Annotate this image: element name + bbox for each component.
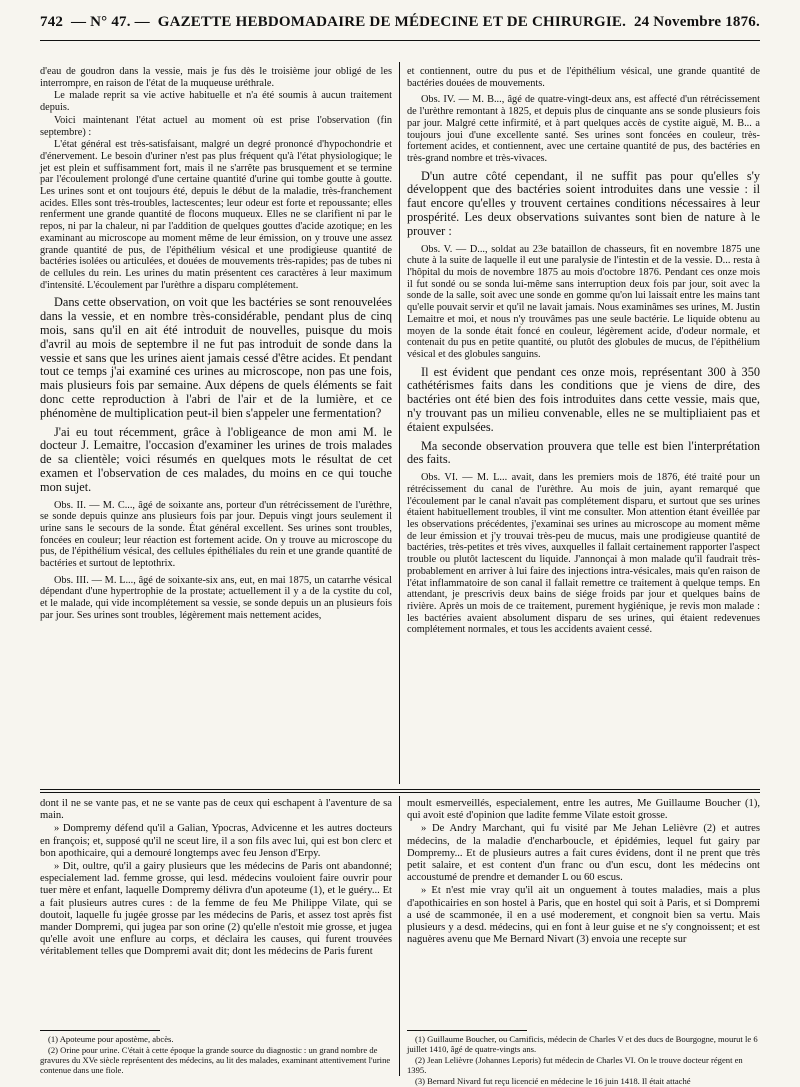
paragraph: et contiennent, outre du pus et de l'épithélium vésical, une grande quantité de bactéries douées de mouvements.	[407, 66, 760, 89]
paragraph: » Et n'est mie vray qu'il ait un onguement à toutes maladies, mais a plus d'apothicairies en son hostel à Paris, que en hostel qui soit à Paris, et si Dompremi a usé de scammonée, il en a usé moderement, et congnoit bien sa vertu. Mais plusieurs y a desd. médecins, qui en font à leur guise et ne s'y congnoissent; et est naguères avenu que Me Bernard Nivart (3) envoia une recepte sur	[407, 885, 760, 946]
bottom-left-column	[40, 798, 392, 960]
paragraph: moult esmerveillés, especialement, entre les autres, Me Guillaume Boucher (1), qui avoit esté d'opinion que ladite femme Vilate estoit grosse.	[407, 798, 760, 822]
column-divider	[399, 62, 400, 784]
observation-3: Obs. III. — M. L..., âgé de soixante-six ans, eut, en mai 1875, un catarrhe vésical dépendant d'une hypertrophie de la prostate; actuellement il y a de la cystite du col, et le malade, qui vide incomplétement sa vessie, se sonde depuis un an plusieurs fois par jour. Ses urines sont troubles, légèrement mais nettement acides,	[40, 574, 392, 621]
paragraph: Il est évident que pendant ces onze mois, représentant 300 à 350 cathétérismes faits dans les conditions que je viens de dire, des bactéries ont été bien des fois introduites dans cette vessie, mais que, n'y trouvant pas un milieu convenable, elles ne se multipliaient pas et étaient expulsées.	[407, 364, 760, 434]
footnote: (1) Guillaume Boucher, ou Carnificis, médecin de Charles V et des ducs de Bourgogne, mourut le 6 juillet 1410, âgé de quatre-vingts ans.	[407, 1034, 758, 1054]
left-column	[40, 66, 392, 623]
paragraph: D'un autre côté cependant, il ne suffit pas pour qu'elles s'y développent que des bactéries soient introduites dans une vessie : il faut encore qu'elles y trouvent certaines conditions nécessaires à leur prospérité. Les deux observations suivantes sont bien de nature à le prouver :	[407, 168, 760, 238]
section-rule	[40, 789, 760, 790]
observation-4: Obs. IV. — M. B..., âgé de quatre-vingt-deux ans, est affecté d'un rétrécissement de l'urèthre remontant à 1825, et depuis plus de cinquante ans se sonde plusieurs fois par jour. Malgré cette infirmité, et à part quelques accès de cystite aiguë, M. B... a toujours joui d'une excellente santé. Ses urines sont foncées en couleur, très-fortement acides, et contiennent, avec une certaine quantité de pus, des bactéries en très-grand nombre et très-vivaces.	[407, 94, 760, 164]
issue-date: 24 Novembre 1876.	[633, 14, 760, 30]
observation-2: Obs. II. — M. C..., âgé de soixante ans, porteur d'un rétrécissement de l'urèthre, se sonde depuis quinze ans plusieurs fois par jour. Depuis vingt jours seulement il urine sans le secours de la sonde. État général excellent. Ses urines sont troubles, foncées en couleur; leur réaction est fortement acide. On y trouve au microscope du pus, de l'épithélium vésical, des cellules épithéliales du rein et une grande quantité de bactéries et surtout de leptothrix.	[40, 499, 392, 570]
right-column	[407, 66, 760, 637]
footnotes-left	[40, 1034, 392, 1076]
header-rule	[40, 40, 760, 41]
footnote-rule	[40, 1030, 160, 1031]
paragraph: L'état général est très-satisfaisant, malgré un degré prononcé d'hypochondrie et d'énervement. Le besoin d'uriner n'est pas plus fréquent qu'à l'état physiologique; le jet est plein et suffisamment fort, mais il ne s'arrête pas brusquement et se termine par l'écoulement prolongé d'une certaine quantité d'urine qui tombe goutte à goutte. Les urines sont et ont toujours été, depuis le début de la maladie, très-franchement acides. Elles sont très-troubles, lactescentes; leur odeur est forte et repoussante; elles renferment une grande quantité de flocons muqueux. Elles ne se clarifient ni par le repos, ni par la chaleur, ni par l'addition de quelques gouttes d'acide azotique; en les examinant au microscope au moment même de leur émission, on y trouve une assez grande quantité de pus, de l'épithélium vésical et une prodigieuse quantité de bactéries isolées ou articulées, et douées de mouvements très-rapides; pas de tubes ni de cellules du rein. Les urines du matin présentent ces caractères à leur maximum d'intensité. L'écoulement par l'urèthre a disparu complétement.	[40, 139, 392, 291]
footnote-rule	[407, 1030, 527, 1031]
paragraph: Voici maintenant l'état actuel au moment où est prise l'observation (fin septembre) :	[40, 114, 392, 138]
paragraph: d'eau de goudron dans la vessie, mais je fus dès le troisième jour obligé de les interrompre, en raison de l'état de la muqueuse uréthrale.	[40, 66, 392, 89]
footnote: (2) Jean Lelièvre (Johannes Leporis) fut médecin de Charles VI. On le trouve docteur régent en 1395.	[407, 1055, 743, 1075]
paragraph: » De Andry Marchant, qui fu visité par Me Jehan Lelièvre (2) et autres médecins, de la maladie d'encharboucle, et épidémies, lequel fut gairy par Dompremy... Et de plusieurs autres a fait cures évidens, dont il ne prent que très petit salaire, et est content d'un franc ou d'un escu, dont les médecins ont accoustumé de prendre et demander L ou 60 escus.	[407, 823, 760, 884]
paragraph: J'ai eu tout récemment, grâce à l'obligeance de mon ami M. le docteur J. Lemaitre, l'occasion d'examiner les urines de trois malades de sa clientèle; voici résumés en quelques mots le résultat de cet examen et l'observation de ces malades, du moins en ce qui touche mon sujet.	[40, 424, 392, 494]
bottom-right-column	[407, 798, 760, 947]
footnote: (2) Orine pour urine. C'était à cette époque la grande source du diagnostic : un grand nombre de gravures du XVe siècle représentent des médecins, au lit des malades, examinant attentivement l'urine contenue dans une fiole.	[40, 1045, 391, 1075]
page-header	[40, 14, 760, 40]
footnotes-right	[407, 1034, 760, 1087]
observation-5: Obs. V. — D..., soldat au 23e bataillon de chasseurs, fit en novembre 1875 une chute à la suite de laquelle il eut une paralysie de l'intestin et de la vessie. D... resta à l'hôpital du mois de novembre 1875 au mois d'octobre 1876. Pendant ces onze mois il fut sondé ou se sonda lui-même sans interruption deux fois par jour, soit avec la sonde de la salle, soit avec une sonde en gomme qu'on lui laissait entre les mains tant qu'elle pouvait servir et qu'il ne lavait jamais. Nous examinâmes ses urines, M. Justin Lemaitre et moi, et nous n'y trouvâmes pas une seule bactérie. Le liquide obtenu au moyen de la sonde était foncé en couleur, légèrement acide, d'odeur normale, et contenait du pus en petite quantité, ou plutôt des globules de mucus, de l'épithélium vésical et des globules sanguins.	[407, 243, 760, 360]
page-number: 742	[40, 14, 64, 30]
paragraph: Ma seconde observation prouvera que telle est bien l'interprétation des faits.	[407, 438, 760, 467]
paragraph: » Dompremy défend qu'il a Galian, Ypocras, Advicenne et les autres docteurs en françois; et, supposé qu'il ne sceut lire, il a son fils avec lui, qui est bon clerc et bon apothicaire, qui a demouré longtemps avec feu Jenson d'Erpy.	[40, 823, 392, 859]
footnote: (1) Apoteume pour apostème, abcès.	[48, 1034, 174, 1044]
footnote: (3) Bernard Nivard fut reçu licencié en médecine le 16 juin 1418. Il était attaché	[415, 1076, 691, 1086]
paragraph: Dans cette observation, on voit que les bactéries se sont renouvelées dans la vessie, et en nombre très-considérable, pendant plus de cinq mois, sans qu'il en ait été introduit de nouvelles, puisque du mois d'avril au mois de septembre il ne fut pas introduit de sonde dans la vessie et sans que les urines aient jamais cessé d'être acides. Et pendant tout ce temps j'ai examiné ces urines au microscope, non pas une fois, mais plusieurs fois par semaine. Aux dépens de quels éléments se fait donc cette reproduction à l'abri de l'air et de la lumière, et ce phénomène de multiplication peut-il bien s'appeler une fermentation?	[40, 295, 392, 420]
paragraph: Le malade reprit sa vie active habituelle et n'a été soumis à aucun traitement depuis.	[40, 90, 392, 114]
journal-title: GAZETTE HEBDOMADAIRE DE MÉDECINE ET DE CHIRURGIE.	[157, 14, 627, 30]
issue-number: — N° 47. —	[70, 14, 150, 30]
observation-6: Obs. VI. — M. L... avait, dans les premiers mois de 1876, été traité pour un rétrécissement du canal de l'urèthre. Au mois de juin, ayant remarqué que l'écoulement par le canal n'avait pas complétement disparu, et surtout que ses urines étaient habituellement troubles, il vint me consulter. Mon attention étant éveillée par les observations précédentes, j'examinai ses urines au microscope au moment même de leur émission et j'y trouvai très-peu de mucus, mais une prodigieuse quantité de bactéries, très-petites et très vives, auxquelles il fallait certainement rapporter l'aspect trouble ou plutôt lactescent du liquide. J'annonçai à mon malade qu'il faudrait très-probablement en arriver à lui faire des injections intra-vésicales, mais qu'en raison de l'état inflammatoire de son canal il fallait remettre ce traitement à quelque temps. En attendant, je prescrivis deux bains de siége froids par jour et quelques bains de rivière. Après un mois de ce traitement, purement hygiénique, je revis mon malade : les bactéries avaient absolument disparu de ses urines, qui étaient redevenues complétement normales, et tous les accidents avaient cessé.	[407, 472, 760, 636]
bottom-column-divider	[399, 796, 400, 1076]
paragraph: dont il ne se vante pas, et ne se vante pas de ceux qui eschapent à l'aventure de sa main.	[40, 798, 392, 822]
paragraph: » Dit, oultre, qu'il a gairy plusieurs que les médecins de Paris ont abandonné; especialement lad. femme grosse, qui lesd. médecins vouloient faire ouvrir pour tuer mère et enfant, laquelle Dompremy délivra d'un apoteume (1), et le guéry... Et a fait plusieurs autres cures : de la femme de feu Me Philippe Vilate, qui se doutoit, laquelle fu jugée grosse par les médecins de Paris, et assez tost après fist mander Dompremi, qui jugea par son orine (2) qu'elle n'estoit mie grosse, et jugea qu'elle avoit une enflure au corps, et déclaira les causes, qui furent trouvées véritablement telles que Dompremi avait dit; dont les médecins de Paris furent	[40, 861, 392, 958]
section-rule-thin	[40, 792, 760, 793]
